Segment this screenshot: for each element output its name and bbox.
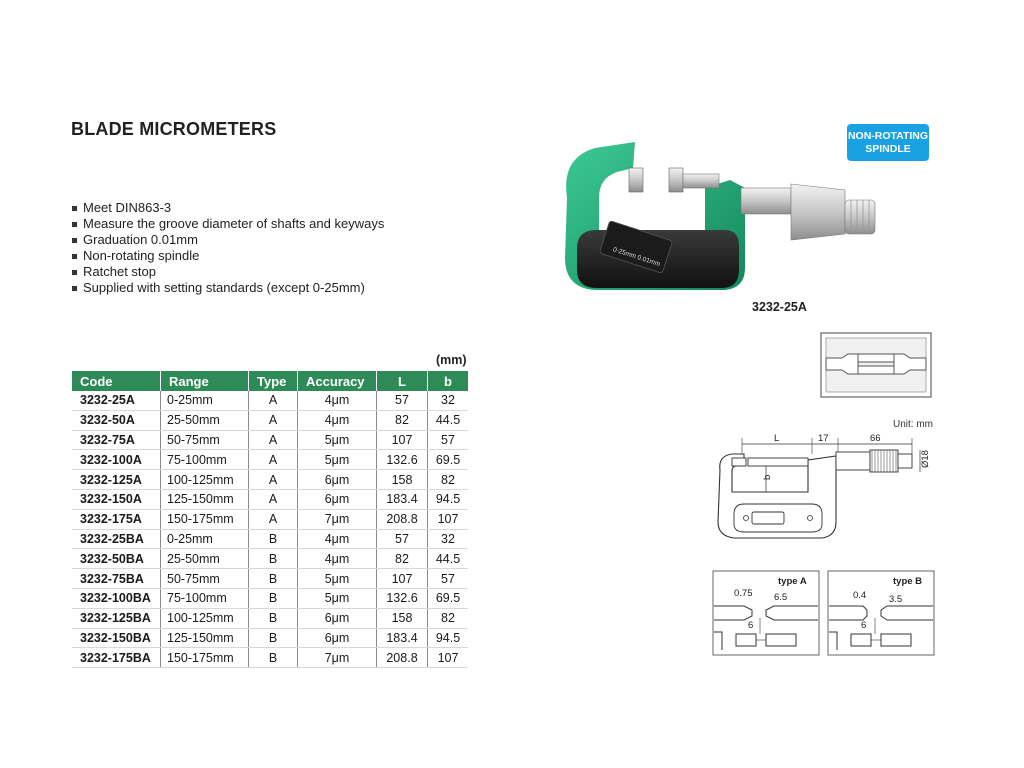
cell-range: 0-25mm (161, 529, 249, 549)
badge-line-1: NON-ROTATING (847, 129, 929, 142)
cell-range: 125-150mm (161, 489, 249, 509)
cell-accuracy: 6μm (298, 628, 377, 648)
cell-range: 75-100mm (161, 588, 249, 608)
table-row (72, 529, 468, 549)
cell-range: 50-75mm (161, 569, 249, 589)
cell-type: A (249, 470, 298, 490)
table-row (72, 391, 468, 410)
cell-b: 69.5 (428, 450, 469, 470)
cell-code: 3232-75A (72, 430, 161, 450)
cell-range: 25-50mm (161, 410, 249, 430)
type-a-label: type A (778, 576, 807, 587)
table-row (72, 470, 468, 490)
type-a-diagram (712, 570, 820, 656)
feature-item: Meet DIN863-3 (71, 200, 384, 216)
cell-type: A (249, 410, 298, 430)
header-code: Code (72, 371, 161, 391)
cell-L: 107 (377, 569, 428, 589)
cell-range: 0-25mm (161, 391, 249, 410)
cell-range: 75-100mm (161, 450, 249, 470)
table-row (72, 628, 468, 648)
type-a-d3: 6 (748, 620, 754, 631)
header-b: b (428, 371, 469, 391)
cell-type: B (249, 648, 298, 668)
cell-L: 183.4 (377, 489, 428, 509)
type-a-d2: 6.5 (774, 592, 788, 603)
feature-item: Supplied with setting standards (except 0-25mm) (71, 280, 384, 296)
cell-L: 183.4 (377, 628, 428, 648)
cell-code: 3232-100A (72, 450, 161, 470)
cell-range: 100-125mm (161, 470, 249, 490)
table-row (72, 489, 468, 509)
cell-accuracy: 5μm (298, 569, 377, 589)
cell-type: B (249, 628, 298, 648)
table-row (72, 410, 468, 430)
type-b-d1: 0.4 (853, 590, 867, 601)
table-row (72, 549, 468, 569)
table-row (72, 450, 468, 470)
cell-accuracy: 5μm (298, 450, 377, 470)
type-a-d1: 0.75 (734, 588, 753, 599)
badge-line-2: SPINDLE (865, 142, 911, 155)
cell-accuracy: 4μm (298, 391, 377, 410)
feature-item: Graduation 0.01mm (71, 232, 384, 248)
cell-accuracy: 4μm (298, 549, 377, 569)
cell-type: A (249, 430, 298, 450)
dimension-drawing (712, 430, 940, 550)
cell-b: 32 (428, 391, 469, 410)
cell-type: B (249, 529, 298, 549)
cell-code: 3232-175BA (72, 648, 161, 668)
cell-accuracy: 7μm (298, 648, 377, 668)
cell-L: 132.6 (377, 450, 428, 470)
table-row (72, 569, 468, 589)
cell-b: 44.5 (428, 410, 469, 430)
cell-code: 3232-125A (72, 470, 161, 490)
cell-code: 3232-150BA (72, 628, 161, 648)
cell-L: 57 (377, 529, 428, 549)
cell-b: 69.5 (428, 588, 469, 608)
cell-L: 132.6 (377, 588, 428, 608)
table-row (72, 430, 468, 450)
cell-accuracy: 6μm (298, 489, 377, 509)
dim-b: b (762, 474, 773, 480)
type-b-diagram (827, 570, 935, 656)
cell-code: 3232-175A (72, 509, 161, 529)
cell-range: 50-75mm (161, 430, 249, 450)
dim-diameter: Ø18 (920, 450, 931, 468)
header-type: Type (249, 371, 298, 391)
type-b-label: type B (893, 576, 923, 587)
type-b-d3: 6 (861, 620, 867, 631)
cell-code: 3232-150A (72, 489, 161, 509)
cell-accuracy: 6μm (298, 608, 377, 628)
cell-code: 3232-75BA (72, 569, 161, 589)
cell-type: B (249, 549, 298, 569)
drawing-unit-label: Unit: mm (893, 419, 933, 430)
page-title: BLADE MICROMETERS (71, 119, 277, 139)
cell-range: 125-150mm (161, 628, 249, 648)
cell-L: 208.8 (377, 648, 428, 668)
cell-b: 94.5 (428, 628, 469, 648)
cell-L: 208.8 (377, 509, 428, 529)
cell-range: 150-175mm (161, 648, 249, 668)
feature-item: Ratchet stop (71, 264, 384, 280)
type-b-d2: 3.5 (889, 594, 903, 605)
table-row (72, 648, 468, 668)
header-accuracy: Accuracy (298, 371, 377, 391)
cell-type: B (249, 608, 298, 628)
cell-type: A (249, 391, 298, 410)
cell-code: 3232-25BA (72, 529, 161, 549)
cell-b: 44.5 (428, 549, 469, 569)
cell-b: 94.5 (428, 489, 469, 509)
cell-b: 57 (428, 569, 469, 589)
cell-code: 3232-50BA (72, 549, 161, 569)
cell-range: 100-125mm (161, 608, 249, 628)
spec-table (72, 371, 468, 668)
cell-code: 3232-125BA (72, 608, 161, 628)
cell-L: 107 (377, 430, 428, 450)
feature-item: Measure the groove diameter of shafts and keyways (71, 216, 384, 232)
cell-L: 158 (377, 608, 428, 628)
cell-b: 57 (428, 430, 469, 450)
header-range: Range (161, 371, 249, 391)
cell-code: 3232-25A (72, 391, 161, 410)
table-unit: (mm) (436, 353, 467, 367)
cell-range: 25-50mm (161, 549, 249, 569)
cell-type: A (249, 489, 298, 509)
table-header-row (72, 371, 468, 391)
cell-b: 32 (428, 529, 469, 549)
product-model-label: 3232-25A (752, 300, 807, 314)
dim-66: 66 (870, 433, 881, 444)
cell-accuracy: 5μm (298, 588, 377, 608)
cell-b: 107 (428, 509, 469, 529)
cell-L: 82 (377, 549, 428, 569)
dim-17: 17 (818, 433, 829, 444)
feature-item: Non-rotating spindle (71, 248, 384, 264)
micrometer-product-image (555, 138, 885, 298)
cell-L: 158 (377, 470, 428, 490)
cell-code: 3232-50A (72, 410, 161, 430)
cell-type: A (249, 509, 298, 529)
cell-code: 3232-100BA (72, 588, 161, 608)
cell-L: 57 (377, 391, 428, 410)
cell-range: 150-175mm (161, 509, 249, 529)
feature-list (71, 200, 384, 296)
cell-L: 82 (377, 410, 428, 430)
cell-type: B (249, 588, 298, 608)
cell-accuracy: 4μm (298, 410, 377, 430)
cell-accuracy: 4μm (298, 529, 377, 549)
cell-b: 107 (428, 648, 469, 668)
cell-accuracy: 6μm (298, 470, 377, 490)
cell-b: 82 (428, 608, 469, 628)
cell-type: A (249, 450, 298, 470)
table-row (72, 588, 468, 608)
cell-accuracy: 5μm (298, 430, 377, 450)
cell-type: B (249, 569, 298, 589)
table-row (72, 509, 468, 529)
cell-b: 82 (428, 470, 469, 490)
frame-text: 0-25mm 0.01mm (612, 246, 661, 269)
cell-accuracy: 7μm (298, 509, 377, 529)
dim-L: L (774, 433, 780, 444)
blade-detail-diagram (820, 332, 932, 398)
table-row (72, 608, 468, 628)
header-L: L (377, 371, 428, 391)
